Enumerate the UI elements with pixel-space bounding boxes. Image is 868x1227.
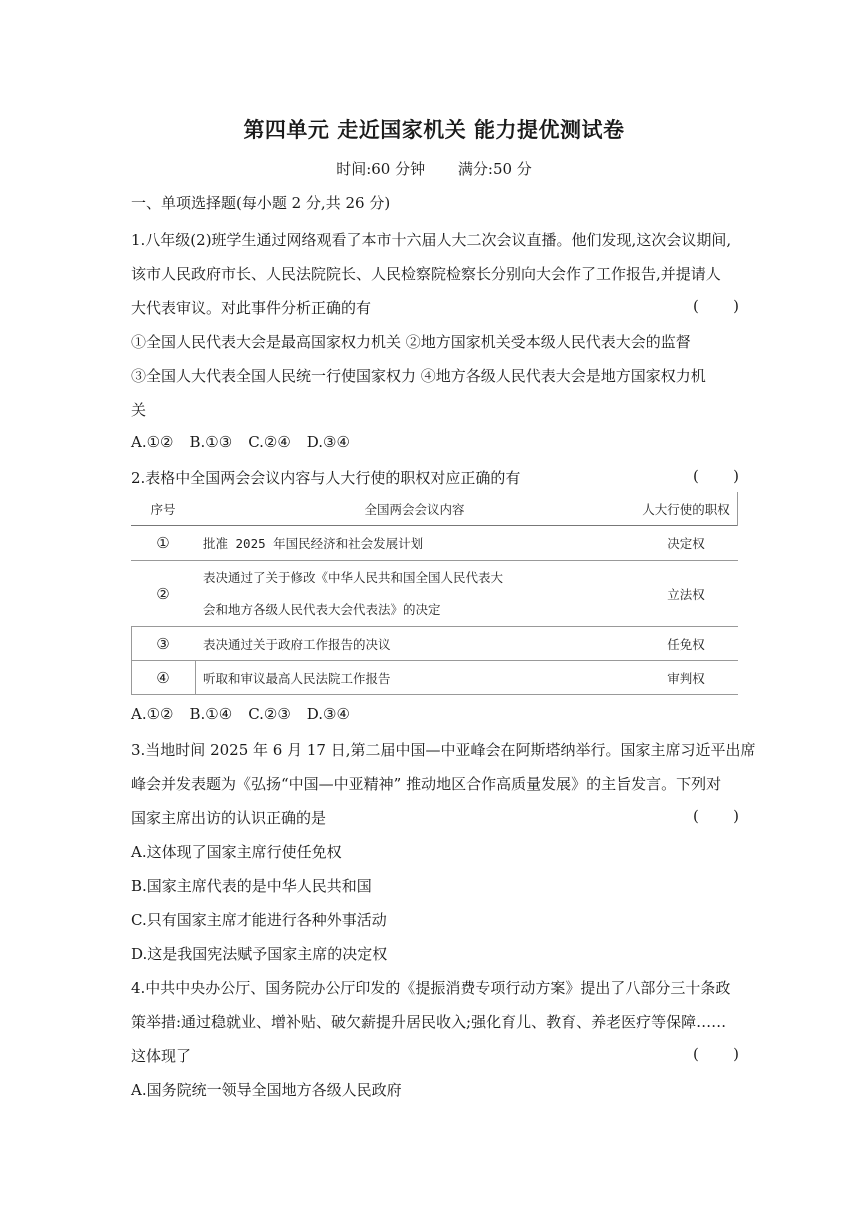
table-row [131, 526, 738, 561]
q1-statement: 关 [131, 401, 147, 419]
row-power: 立法权 [634, 561, 738, 627]
table-row [131, 661, 738, 695]
option-c[interactable]: C.只有国家主席才能进行各种外事活动 [131, 911, 387, 929]
q4-stem-line: 策举措:通过稳就业、增补贴、破欠薪提升居民收入;强化育儿、教育、养老医疗等保障…… [131, 1013, 727, 1031]
row-content-line: 会和地方各级人民代表大会代表法》的决定 [203, 601, 441, 617]
page-title: 第四单元 走近国家机关 能力提优测试卷 [243, 117, 625, 142]
row-number: ④ [131, 661, 195, 695]
table-header-row [131, 492, 738, 526]
q2-answer-blank[interactable]: ( ) [693, 467, 739, 485]
section-heading: 一、单项选择题(每小题 2 分,共 26 分) [131, 194, 391, 212]
option-d[interactable]: D.③④ [306, 705, 350, 723]
table-column-divider [195, 661, 196, 695]
row-number: ② [131, 561, 195, 627]
option-a[interactable]: A.①② [131, 433, 174, 451]
q3-stem-line: 3.当地时间 2025 年 6 月 17 日,第二届中国—中亚峰会在阿斯塔纳举行。国家主席习近平出席 [131, 741, 756, 759]
row-power: 决定权 [634, 526, 738, 561]
q3-answer-blank[interactable]: ( ) [693, 807, 739, 825]
exam-score: 满分:50 分 [457, 160, 532, 178]
q1-options [131, 433, 366, 451]
q1-statement: ③全国人大代表全国人民统一行使国家权力 ④地方各级人民代表大会是地方国家权力机 [131, 367, 706, 385]
table-left-border [131, 627, 132, 695]
q1-statement: ①全国人民代表大会是最高国家权力机关 ②地方国家机关受本级人民代表大会的监督 [131, 333, 691, 351]
q1-stem-line: 1.八年级(2)班学生通过网络观看了本市十六届人大二次会议直播。他们发现,这次会议期间, [131, 231, 732, 249]
option-d[interactable]: D.③④ [306, 433, 350, 451]
option-a[interactable]: A.国务院统一领导全国地方各级人民政府 [131, 1081, 402, 1099]
q1-answer-blank[interactable]: ( ) [693, 297, 739, 315]
q1-stem-line: 该市人民政府市长、人民法院院长、人民检察院检察长分别向大会作了工作报告,并提请人 [131, 265, 721, 283]
option-a[interactable]: A.①② [131, 705, 174, 723]
q1-stem-line: 大代表审议。对此事件分析正确的有 [131, 299, 372, 317]
q4-stem-line: 这体现了 [131, 1047, 192, 1065]
row-content: 表决通过关于政府工作报告的决议 [195, 627, 634, 661]
column-header: 全国两会会议内容 [195, 492, 634, 526]
option-c[interactable]: C.②③ [248, 705, 291, 723]
table-row [131, 561, 738, 627]
option-c[interactable]: C.②④ [248, 433, 291, 451]
q4-answer-blank[interactable]: ( ) [693, 1045, 739, 1063]
column-header: 序号 [131, 492, 195, 526]
q4-stem-line: 4.中共中央办公厅、国务院办公厅印发的《提振消费专项行动方案》提出了八部分三十条政 [131, 979, 731, 997]
row-content [195, 561, 634, 627]
row-content-line: 表决通过了关于修改《中华人民共和国全国人民代表大 [203, 569, 504, 585]
q3-stem-line: 国家主席出访的认识正确的是 [131, 809, 327, 827]
table-right-border [737, 492, 738, 526]
option-b[interactable]: B.①④ [189, 705, 233, 723]
q2-stem: 2.表格中全国两会会议内容与人大行使的职权对应正确的有 [131, 469, 521, 487]
column-header: 人大行使的职权 [634, 492, 738, 526]
row-number: ① [131, 526, 195, 561]
q3-stem-line: 峰会并发表题为《弘扬“中国—中亚精神” 推动地区合作高质量发展》的主旨发言。下列对 [131, 775, 722, 793]
row-number: ③ [131, 627, 195, 661]
option-d[interactable]: D.这是我国宪法赋予国家主席的决定权 [131, 945, 388, 963]
row-power: 任免权 [634, 627, 738, 661]
row-power: 审判权 [634, 661, 738, 695]
option-b[interactable]: B.①③ [189, 433, 233, 451]
row-content: 批准 2025 年国民经济和社会发展计划 [195, 526, 634, 561]
q2-table [131, 492, 738, 695]
row-content: 听取和审议最高人民法院工作报告 [195, 661, 634, 695]
exam-time: 时间:60 分钟 [336, 160, 426, 178]
option-b[interactable]: B.国家主席代表的是中华人民共和国 [131, 877, 372, 895]
option-a[interactable]: A.这体现了国家主席行使任免权 [131, 843, 342, 861]
exam-meta [0, 158, 868, 179]
table-row [131, 627, 738, 661]
q2-options [131, 705, 366, 723]
